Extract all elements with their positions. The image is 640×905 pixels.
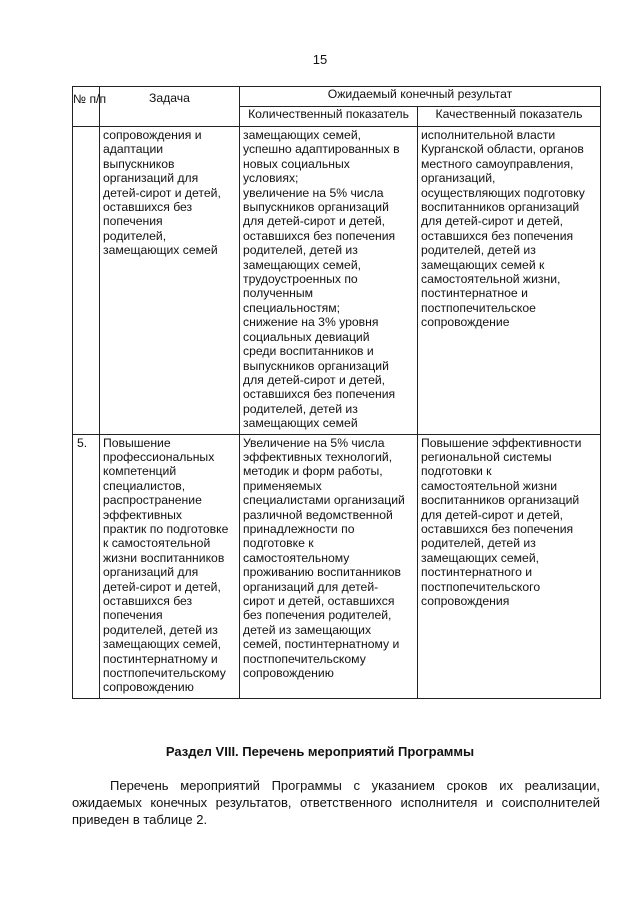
cell-line: проживанию воспитанников <box>243 565 401 580</box>
cell-line: адаптации <box>103 142 164 157</box>
cell-line: сопровождению <box>243 666 334 681</box>
cell-line: сирот и детей, оставшихся <box>243 594 395 608</box>
task-cell <box>100 434 240 698</box>
cell-line: замещающих семей <box>103 243 218 258</box>
cell-line: Увеличение на 5% числа <box>243 435 385 450</box>
cell-line: для детей-сирот и детей, <box>243 372 386 387</box>
cell-line: профессиональных <box>103 449 215 464</box>
table-row <box>73 434 601 698</box>
cell-line: подготовке к <box>243 536 314 551</box>
cell-line: родителей, <box>103 228 167 243</box>
cell-line: родителей, детей из <box>421 243 536 258</box>
cell-line: оставшихся без <box>103 200 193 215</box>
cell-line: полученным <box>243 286 314 301</box>
row-number <box>73 127 100 435</box>
cell-line: родителей, детей из <box>421 536 536 551</box>
cell-line: осуществляющих подготовку <box>421 185 585 200</box>
header-expected-result: Ожидаемый конечный результат <box>240 87 601 107</box>
cell-line: организаций для <box>103 171 199 186</box>
cell-line: подготовки к <box>421 464 492 479</box>
cell-line: оставшихся без попечения <box>421 521 574 536</box>
header-task: Задача <box>100 87 240 127</box>
paragraph-line: Перечень мероприятий Программы с указанием сроков их реализации, <box>110 778 600 793</box>
cell-line: попечения <box>103 608 163 623</box>
cell-line: практик по подготовке <box>103 521 229 536</box>
cell-line: социальных девиаций <box>243 329 370 344</box>
cell-line: замещающих семей, <box>243 257 362 272</box>
cell-line: принадлежности по <box>243 521 355 536</box>
cell-line: организаций для <box>103 565 199 580</box>
cell-line: эффективных технологий, <box>243 449 393 464</box>
cell-line: местного самоуправления, <box>421 156 574 171</box>
section-title: Раздел VIII. Перечень мероприятий Программы <box>165 744 475 759</box>
paragraph-line: ожидаемых конечных результатов, ответственного исполнителя и соисполнителей <box>72 795 600 810</box>
cell-line: новых социальных <box>243 156 350 171</box>
cell-line: детей из замещающих <box>243 622 372 637</box>
cell-line: постпопечительскому <box>103 666 226 681</box>
cell-line: для детей-сирот и детей, <box>243 214 386 229</box>
cell-line: родителей, детей из <box>243 243 358 258</box>
task-cell <box>100 127 240 435</box>
cell-line: сопровождения и <box>103 128 202 142</box>
cell-line: увеличение на 5% числа <box>243 185 384 200</box>
qualitative-cell <box>418 127 601 435</box>
cell-line: оставшихся без попечения <box>243 228 396 243</box>
cell-line: жизни воспитанников <box>103 550 225 565</box>
cell-line: специальностям; <box>243 300 341 315</box>
cell-line: постинтернатному и <box>103 651 218 666</box>
cell-line: оставшихся без попечения <box>243 387 396 402</box>
cell-line: выпускников организаций <box>243 358 389 373</box>
cell-line: выпускников организаций <box>243 200 389 215</box>
table-row <box>73 127 601 435</box>
cell-line: различной ведомственной <box>243 507 393 522</box>
cell-line: условиях; <box>243 171 299 186</box>
cell-line: сопровождению <box>103 680 194 695</box>
cell-line: детей-сирот и детей, <box>103 579 221 594</box>
quantitative-cell <box>240 127 418 435</box>
cell-line: оставшихся без <box>103 594 193 608</box>
cell-line: компетенций <box>103 464 177 479</box>
cell-line: Курганской области, органов <box>421 142 584 157</box>
cell-line: сопровождение <box>421 315 510 330</box>
header-num: № п/п <box>73 87 100 127</box>
cell-line: успешно адаптированных в <box>243 142 400 157</box>
qualitative-cell <box>418 434 601 698</box>
cell-line: для детей-сирот и детей, <box>421 214 564 229</box>
cell-line: Повышение <box>103 435 171 450</box>
cell-line: постпопечительского <box>421 579 541 594</box>
cell-line: оставшихся без попечения <box>421 228 574 243</box>
cell-line: самостоятельной жизни <box>421 478 558 493</box>
cell-line: самостоятельному <box>243 550 350 565</box>
cell-line: замещающих семей, <box>243 128 362 142</box>
cell-line: Повышение эффективности <box>421 435 582 450</box>
cell-line: трудоустроенных по <box>243 272 358 287</box>
cell-line: эффективных <box>103 507 182 522</box>
cell-line: постпопечительское <box>421 300 536 315</box>
table-body <box>73 127 601 699</box>
cell-line: семей, постинтернатному и <box>243 637 400 652</box>
cell-line: выпускников <box>103 156 175 171</box>
cell-line: замещающих семей к <box>421 257 545 272</box>
cell-line: детей-сирот и детей, <box>103 185 221 200</box>
cell-line: воспитанников организаций <box>421 200 580 215</box>
cell-line: для детей-сирот и детей, <box>421 507 564 522</box>
cell-line: постинтернатного и <box>421 565 533 580</box>
cell-line: без попечения родителей, <box>243 608 392 623</box>
header-quantitative: Количественный показатель <box>240 107 418 127</box>
cell-line: методик и форм работы, <box>243 464 383 479</box>
cell-line: воспитанников организаций <box>421 493 580 508</box>
cell-line: родителей, детей из <box>243 401 358 416</box>
cell-line: постинтернатное и <box>421 286 528 301</box>
cell-line: родителей, детей из <box>103 622 218 637</box>
section-paragraph <box>72 777 600 828</box>
page-number: 15 <box>312 52 328 67</box>
paragraph-line: приведен в таблице 2. <box>72 812 208 827</box>
cell-line: среди воспитанников и <box>243 344 374 359</box>
cell-line: организаций для детей- <box>243 579 379 594</box>
cell-line: постпопечительскому <box>243 651 366 666</box>
cell-line: региональной системы <box>421 449 552 464</box>
cell-line: распространение <box>103 493 202 508</box>
cell-line: к самостоятельной <box>103 536 211 551</box>
header-qualitative: Качественный показатель <box>418 107 601 127</box>
cell-line: замещающих семей <box>243 416 358 431</box>
cell-line: самостоятельной жизни, <box>421 272 561 287</box>
row-number: 5. <box>73 434 100 698</box>
cell-line: сопровождения <box>421 594 510 608</box>
cell-line: снижение на 3% уровня <box>243 315 379 330</box>
quantitative-cell <box>240 434 418 698</box>
cell-line: попечения <box>103 214 163 229</box>
cell-line: специалистов, <box>103 478 186 493</box>
cell-line: замещающих семей, <box>103 637 222 652</box>
cell-line: специалистами организаций <box>243 493 405 508</box>
cell-line: замещающих семей, <box>421 550 540 565</box>
cell-line: исполнительной власти <box>421 128 556 142</box>
cell-line: применяемых <box>243 478 322 493</box>
cell-line: организаций, <box>421 171 496 186</box>
results-table <box>72 86 601 699</box>
